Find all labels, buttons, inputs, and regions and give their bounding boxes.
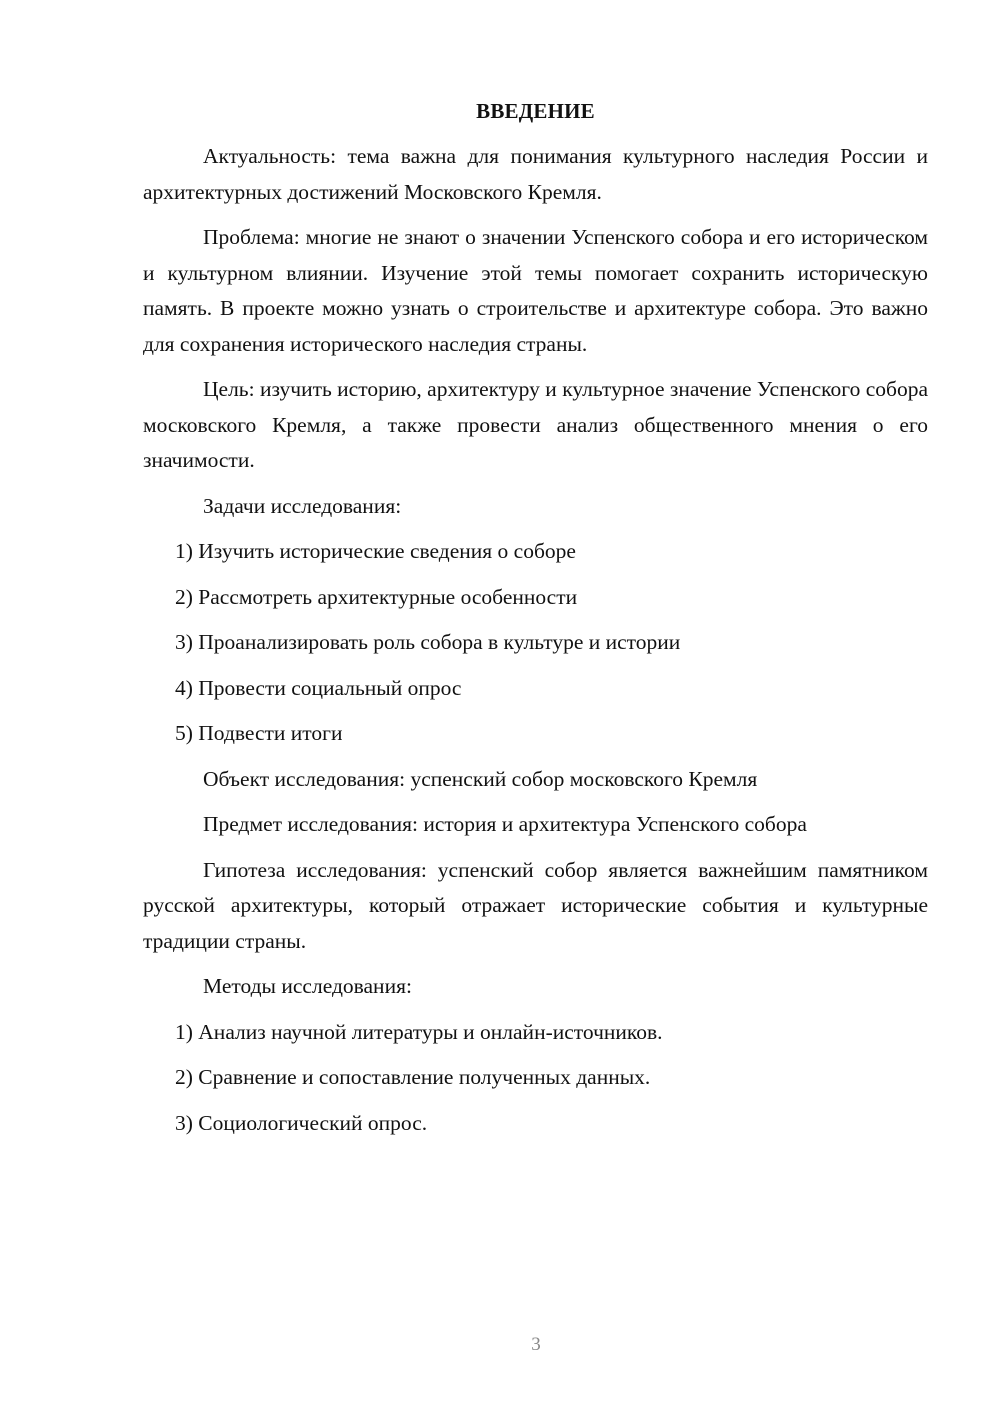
relevance-paragraph: Актуальность: тема важна для понимания культурного наследия России и архитектурных достижений Московского Кремля. xyxy=(143,144,928,204)
goal-paragraph: Цель: изучить историю, архитектуру и культурное значение Успенского собора московского Кремля, а также провести анализ общественного мнения о его значимости. xyxy=(143,377,928,472)
hypothesis-paragraph: Гипотеза исследования: успенский собор является важнейшим памятником русской архитектуры, который отражает исторические события и культурные традиции страны. xyxy=(143,857,928,953)
task-item: 4) Провести социальный опрос xyxy=(175,675,462,700)
object-line: Объект исследования: успенский собор московского Кремля xyxy=(203,766,758,791)
section-title: ВВЕДЕНИЕ xyxy=(476,99,595,123)
task-item: 1) Изучить исторические сведения о соборе xyxy=(175,539,576,563)
task-item: 5) Подвести итоги xyxy=(175,721,343,745)
problem-paragraph: Проблема: многие не знают о значении Успенского собора и его историческом и культурном влиянии. Изучение этой темы помогает сохранить историческую память. В проекте можно узнать о строительстве и архитектуре собора. Это важно для сохранения исторического наследия страны. xyxy=(143,225,928,356)
task-item: 3) Проанализировать роль собора в культуре и истории xyxy=(175,630,681,654)
page-number: 3 xyxy=(531,1334,541,1355)
page-content xyxy=(143,94,928,1151)
method-item: 1) Анализ научной литературы и онлайн-источников. xyxy=(175,1019,663,1044)
method-item: 2) Сравнение и сопоставление полученных данных. xyxy=(175,1065,651,1089)
task-item: 2) Рассмотреть архитектурные особенности xyxy=(175,584,578,609)
method-item: 3) Социологический опрос. xyxy=(175,1110,428,1135)
tasks-heading: Задачи исследования: xyxy=(203,493,402,518)
methods-heading: Методы исследования: xyxy=(203,974,412,998)
subject-line: Предмет исследования: история и архитектура Успенского собора xyxy=(203,812,807,836)
